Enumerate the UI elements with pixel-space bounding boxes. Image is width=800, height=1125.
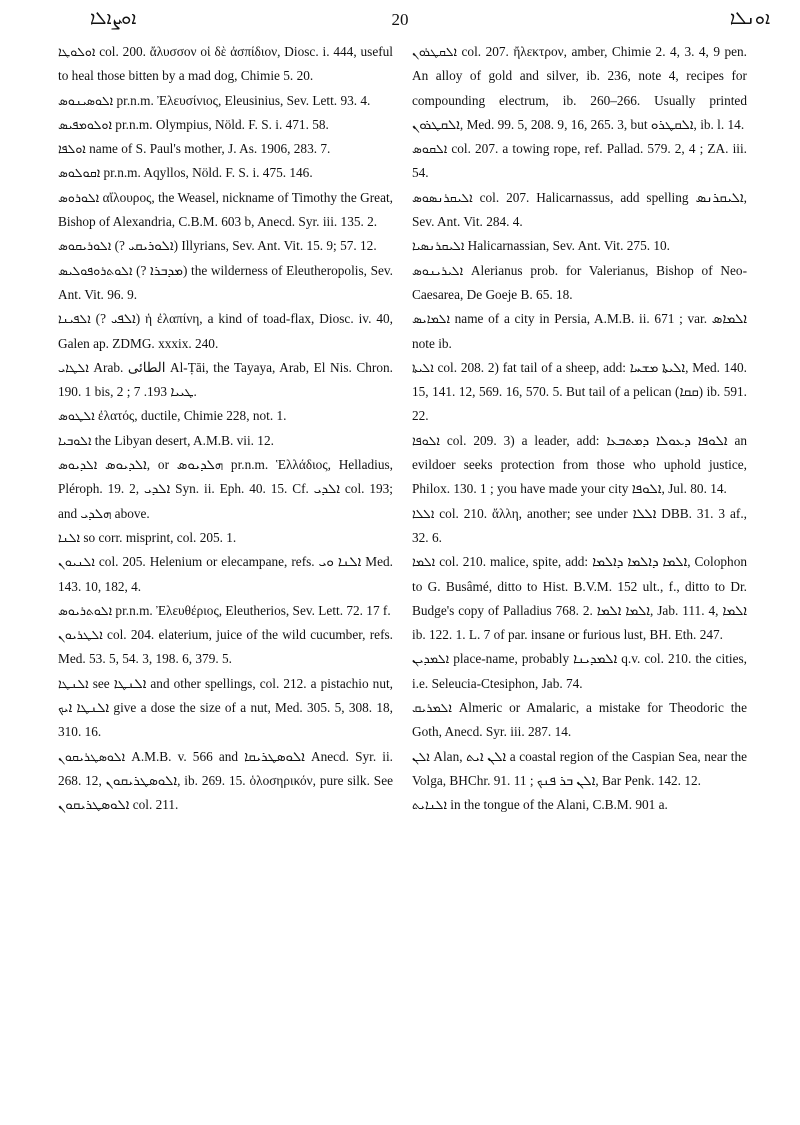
dictionary-entry xyxy=(58,550,393,599)
definition: pr.n.m. Aqyllos, Nöld. F. S. i. 475. 146. xyxy=(100,165,313,181)
dictionary-entry xyxy=(58,137,393,161)
headword: ܐܠܡܐܝܣ xyxy=(412,311,450,327)
definition: col. 207. Halicarnassus, add spelling ܐܠܝܩܪܢܣ, Sev. Ant. Vit. 284. 4. xyxy=(412,189,747,230)
dictionary-entry xyxy=(412,234,747,258)
dictionary-entry xyxy=(58,623,393,672)
definition: col. 200. ἄλυσσον οἱ δὲ ἀσπίδιον, Diosc. i. 444, useful to heal those bitten by a mad dog, Chimie 5. 20. xyxy=(58,44,393,84)
dictionary-entry xyxy=(58,404,393,428)
definition: Arab. ﺍﻟﻄﺎﺋﻰ Al-Ṭāi, the Tayaya, Arab, El Nis. Chron. 190. 1 bis, 2 ; ܛܝܝܐ 193. 7. xyxy=(58,359,393,400)
definition: col. 207. a towing rope, ref. Pallad. 579. 2, 4 ; ZA. iii. 54. xyxy=(412,141,747,181)
dictionary-entry xyxy=(58,429,393,453)
definition: A.M.B. v. 566 and ܐܠܘܣܛܪܝܩܐ Anecd. Syr. ii. 268. 12, ܐܠܘܣܛܪܝܩܘܢ, ib. 269. 15. ὁλοσηρικόν, pure silk. See ܐܠܘܣܛܪܝܩܘܢ col. 211. xyxy=(58,748,393,813)
headword: ܐܠܢܐܝܬ xyxy=(412,797,447,813)
headword: ܐܠܡܕܝܢ xyxy=(412,651,450,667)
headword: ܐܘܠܘܛܐ xyxy=(58,44,96,59)
definition: col. 207. ἤλεκτρον, amber, Chimie 2. 4, 3. 4, 9 pen. An alloy of gold and silver, ib. 236, note 4, recipes for compounding electrum, ib. 260–266. Usually printed ܐܠܩܛܪܘܢ, Med. 99. 5, 208. 9, 16, 265. 3, but ܐܠܩܛܪܘ, ib. l. 14. xyxy=(412,44,747,132)
headword: ܐܠܕܝܘܣ xyxy=(58,457,98,473)
headword: ܐܠܛܪܝܘܢ xyxy=(58,627,103,643)
headword: ܐܠܢܐ xyxy=(58,529,81,545)
dictionary-entry xyxy=(58,599,393,623)
right-column xyxy=(412,40,747,818)
running-head-right: ܐܘܢܠܐ xyxy=(729,8,770,29)
dictionary-entry xyxy=(412,502,747,551)
dictionary-entry xyxy=(412,793,747,817)
headword: ܐܠܘܦܐ xyxy=(412,432,440,448)
definition: ܐܠܕܝܘܣ, or ܗܠܕܝܘܣ pr.n.m. Ἑλλάδιος, Helladius, Pléroph. 19. 2, ܐܠܕܝ Syn. ii. Eph. 40. 15. Cf. ܐܠܕܝ col. 193; and ܗܠܕܝ above. xyxy=(58,457,394,521)
headword: ܐܠܦܝܢܐ xyxy=(58,311,91,327)
headword: ܐܠܠܐ xyxy=(412,505,435,521)
dictionary-entry xyxy=(412,137,747,186)
headword: ܐܩܘܠܘܣ xyxy=(58,165,101,181)
definition: in the tongue of the Alani, C.B.M. 901 a. xyxy=(446,797,668,813)
dictionary-entry xyxy=(58,234,393,258)
headword: ܐܠܢܛܐ xyxy=(58,675,89,691)
dictionary-entry xyxy=(412,356,747,429)
definition: name of a city in Persia, A.M.B. ii. 671 ; var. ܐܠܡܐܣ note ib. xyxy=(412,311,747,351)
running-head-left: ܐܘܨܐܠܐ xyxy=(90,8,137,29)
headword: ܐܠܘܪܝܩܘܣ xyxy=(58,238,112,254)
definition: pr.n.m. Ἐλευσίνιος, Eleusinius, Sev. Lett. 93. 4. xyxy=(113,92,371,108)
definition: pr.n.m. Ἐλευθέριος, Eleutherios, Sev. Lett. 72. 17 f. xyxy=(112,602,391,618)
dictionary-entry xyxy=(58,186,393,235)
dictionary-entry xyxy=(412,647,747,696)
definition: Alerianus prob. for Valerianus, Bishop of Neo-Caesarea, De Goeje B. 65. 18. xyxy=(412,262,747,302)
dictionary-entry xyxy=(412,186,747,235)
definition: (? ܐܠܘܪܝܩܝ) Illyrians, Sev. Ant. Vit. 15. 9; 57. 12. xyxy=(111,238,377,254)
headword: ܐܠܡܐ xyxy=(412,554,436,570)
dictionary-entry xyxy=(58,672,393,745)
definition: place-name, probably ܐܠܡܕܝܢܐ q.v. col. 210. the cities, i.e. Seleucia-Ctesiphon, Jab. 74. xyxy=(412,651,747,691)
definition: col. 210. ἄλλη, another; see under ܐܠܠܐ DBB. 31. 3 af., 32. 6. xyxy=(412,505,747,545)
definition: see ܐܠܢܛܐ and other spellings, col. 212. a pistachio nut, ܐܠܢܛܐ ܐܝܟ give a dose the size of a nut, Med. 305. 5, 308. 18, 310. 16. xyxy=(58,675,393,740)
definition: col. 209. 3) a leader, add: ܐܠܘܦܐ ܕܥܘܠܐ ܕܡܬܒܥܐ an evildoer seeks protection from those who uphold justice, Philox. 130. 1 ; you have made your city ܐܠܘܦܐ, Jul. 80. 14. xyxy=(412,432,748,497)
headword: ܐܠܢܝܘܢ xyxy=(58,554,95,570)
page-header xyxy=(30,8,770,34)
definition: (? ܡܕܒܪܐ) the wilderness of Eleutheropolis, Sev. Ant. Vit. 96. 9. xyxy=(58,262,393,302)
dictionary-entry xyxy=(58,526,393,550)
dictionary-entry xyxy=(58,307,393,356)
dictionary-entry xyxy=(58,356,393,405)
definition: the Libyan desert, A.M.B. vii. 12. xyxy=(91,432,274,448)
definition: col. 210. malice, spite, add: ܐܠܡܐ ܕܐܠܡܐ ܕܐܠܡܐ, Colophon to G. Busâmé, ditto to Hist. B.V.M. 152 ult., f., ditto to Dr. Budge's copy of Palladius 768. 2. ܐܠܡܐ ܐܠܡܐ, Jab. 111. 4, ܐܠܡܐ ib. 122. 1. L. 7 of par. insane or furious lust, BH. Eth. 247. xyxy=(412,554,748,643)
headword: ܐܠܛܘܣ xyxy=(58,408,95,424)
definition: Halicarnassian, Sev. Ant. Vit. 275. 10. xyxy=(464,238,670,254)
dictionary-entry xyxy=(58,40,393,89)
headword: ܐܠܝܩܪܢܣܝܐ xyxy=(412,238,465,254)
headword: ܐܘܠܦܐ xyxy=(58,141,86,157)
dictionary-entry xyxy=(412,307,747,356)
definition: so corr. misprint, col. 205. 1. xyxy=(80,529,237,545)
definition: ἐλατός, ductile, Chimie 228, not. 1. xyxy=(94,408,287,424)
headword: ܐܠܩܛܪܘܢ xyxy=(412,44,458,59)
dictionary-entry xyxy=(58,113,393,137)
headword: ܐܠܘܒܝܐ xyxy=(58,432,92,448)
headword: ܐܠܘܪܘܣ xyxy=(58,189,100,205)
headword: ܐܠܘܣܝܢܘܣ xyxy=(58,92,114,108)
dictionary-entry xyxy=(412,745,747,794)
headword: ܐܘܠܘܡܦܝܣ xyxy=(58,116,112,132)
page-number: 20 xyxy=(391,10,409,29)
headword: ܐܠܢ xyxy=(412,748,430,764)
dictionary-entry xyxy=(412,40,747,137)
headword: ܐܠܘܣܛܪܝܩܘܢ xyxy=(58,748,126,764)
headword: ܐܠܝܩܪܢܣܘܣ xyxy=(412,189,473,205)
dictionary-entry xyxy=(58,259,393,308)
left-column xyxy=(58,40,393,818)
headword: ܐܠܛܐܝ xyxy=(58,359,89,375)
headword: ܐܠܝܬܐ xyxy=(412,359,434,375)
dictionary-entry xyxy=(412,550,747,647)
dictionary-entry xyxy=(412,259,747,308)
definition: col. 204. elaterium, juice of the wild cucumber, refs. Med. 53. 5, 54. 3, 198. 6, 379. 5. xyxy=(58,627,393,667)
dictionary-entry xyxy=(58,745,393,818)
headword: ܐܠܘܬܪܘܦܘܠܝܣ xyxy=(58,262,133,278)
definition: (? ܐܠܦܝ) ἡ ἐλαπίνη, a kind of toad-flax, Diosc. iv. 40, Galen ap. ZDMG. xxxix. 240. xyxy=(58,311,393,351)
dictionary-entry xyxy=(58,89,393,113)
headword: ܐܠܩܘܣ xyxy=(412,141,448,157)
headword: ܐܠܡܪܝܩ xyxy=(412,700,452,716)
dictionary-entry xyxy=(412,696,747,745)
dictionary-entry xyxy=(58,453,393,526)
definition: name of S. Paul's mother, J. As. 1906, 283. 7. xyxy=(85,141,331,157)
definition: Alan, ܐܠܢ ܐܝܬ a coastal region of the Caspian Sea, near the Volga, BHChr. 91. 11 ; ܐܠܢ ܒܪ ܦܢܟ, Bar Penk. 142. 12. xyxy=(412,748,747,788)
definition: αἴλουρος, the Weasel, nickname of Timothy the Great, Bishop of Alexandria, C.B.M. 603 b, Anecd. Syr. iii. 135. 2. xyxy=(58,189,393,230)
headword: ܐܠܘܬܪܝܘܣ xyxy=(58,602,113,618)
dictionary-entry xyxy=(412,429,747,502)
definition: Almeric or Amalaric, a mistake for Theodoric the Goth, Anecd. Syr. iii. 287. 14. xyxy=(412,700,747,740)
headword: ܐܠܝܪܝܢܘܣ xyxy=(412,262,464,278)
definition: col. 205. Helenium or elecampane, refs. ܐܠܢܐ ܘܝ Med. 143. 10, 182, 4. xyxy=(58,554,393,594)
definition: pr.n.m. Olympius, Nöld. F. S. i. 471. 58. xyxy=(111,116,329,132)
definition: col. 208. 2) fat tail of a sheep, add: ܐܠܝܬܐ ܡܫܚܐ, Med. 140. 15, 141. 12, 569. 16, 570. 5. But tail of a pelican (ܩܩܐ) ib. 591. 22. xyxy=(412,359,747,424)
dictionary-entry xyxy=(58,161,393,185)
